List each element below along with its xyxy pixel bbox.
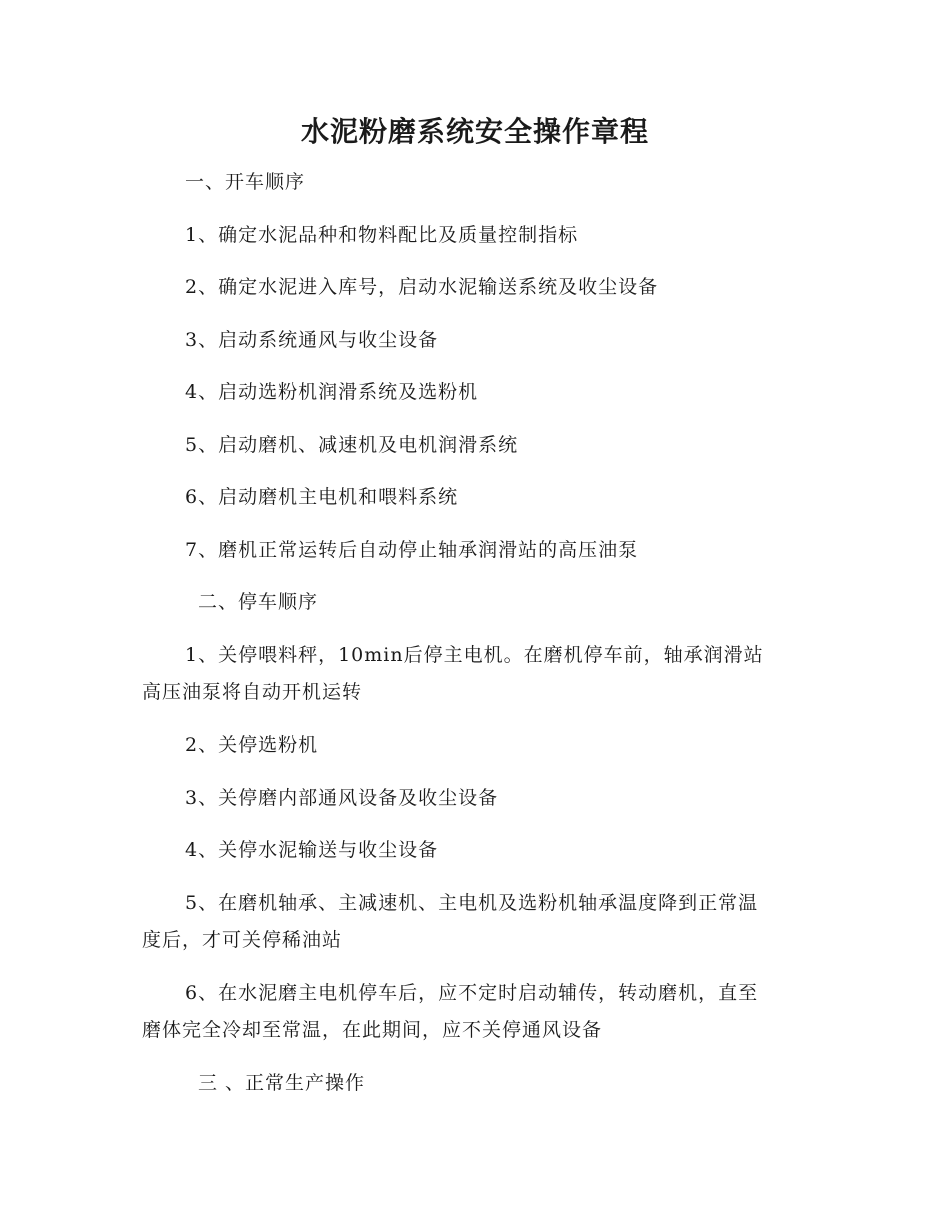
startup-step-5: 5、启动磨机、减速机及电机润滑系统: [185, 434, 519, 456]
startup-step-2: 2、确定水泥进入库号，启动水泥输送系统及收尘设备: [185, 276, 659, 298]
shutdown-step-3: 3、关停磨内部通风设备及收尘设备: [185, 787, 499, 809]
shutdown-step-4: 4、关停水泥输送与收尘设备: [185, 839, 439, 861]
shutdown-step-2: 2、关停选粉机: [185, 734, 319, 756]
section-heading-startup: 一、开车顺序: [185, 171, 306, 193]
section-heading-shutdown: 二、停车顺序: [198, 591, 319, 613]
startup-step-1: 1、确定水泥品种和物料配比及质量控制指标: [185, 224, 579, 246]
section-heading-normal-operation: 三 、正常生产操作: [198, 1072, 366, 1094]
shutdown-step-1-line-2: 高压油泵将自动开机运转: [142, 681, 363, 703]
shutdown-step-6-line-2: 磨体完全冷却至常温，在此期间，应不关停通风设备: [142, 1019, 603, 1041]
shutdown-step-5-line-2: 度后，才可关停稀油站: [142, 929, 343, 951]
document-title: 水泥粉磨系统安全操作章程: [300, 115, 649, 148]
shutdown-step-6-line-1: 6、在水泥磨主电机停车后，应不定时启动辅传，转动磨机，直至: [185, 982, 759, 1004]
startup-step-6: 6、启动磨机主电机和喂料系统: [185, 486, 459, 508]
shutdown-step-1-line-1: 1、关停喂料秤，10min后停主电机。在磨机停车前，轴承润滑站: [185, 644, 764, 666]
startup-step-4: 4、启动选粉机润滑系统及选粉机: [185, 381, 479, 403]
shutdown-step-5-line-1: 5、在磨机轴承、主减速机、主电机及选粉机轴承温度降到正常温: [185, 892, 759, 914]
startup-step-3: 3、启动系统通风与收尘设备: [185, 329, 439, 351]
startup-step-7: 7、磨机正常运转后自动停止轴承润滑站的高压油泵: [185, 539, 639, 561]
